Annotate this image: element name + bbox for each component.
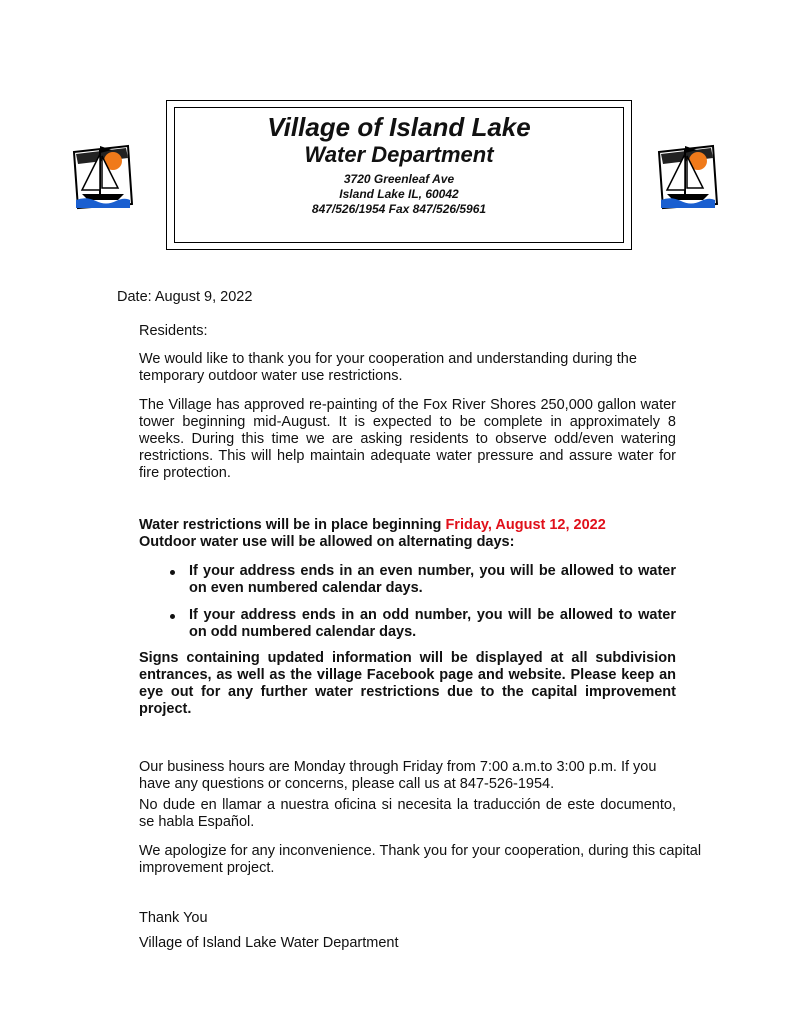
sailboat-sun-logo-icon: [68, 142, 138, 212]
org-title: Village of Island Lake: [267, 112, 531, 142]
paragraph-hours: Our business hours are Monday through Friday from 7:00 a.m.to 3:00 p.m. If you have any questions or concerns, please call us at 847-526-1954.: [139, 759, 657, 792]
sailboat-sun-logo-icon: [653, 142, 723, 212]
restrictions-notice: [139, 517, 676, 551]
signature: Village of Island Lake Water Department: [139, 935, 399, 951]
address-line-1: 3720 Greenleaf Ave: [343, 172, 455, 186]
bullet-icon: [170, 570, 175, 575]
letterhead-box: [166, 100, 632, 250]
restrictions-line-1: [139, 517, 676, 534]
bullet-icon: [170, 614, 175, 619]
paragraph-apology: We apologize for any inconvenience. Thank you for your cooperation, during this capital improvement project.: [139, 843, 702, 876]
paragraph-signs: Signs containing updated information will be displayed at all subdivision entrances, as well as the village Facebook page and website. Please keep an eye out for any further water restrictions due to the capital improvement project.: [139, 650, 676, 717]
paragraph-thanks: We would like to thank you for your cooperation and understanding during the temporary outdoor water use restrictions.: [139, 351, 637, 384]
department-title: Water Department: [304, 142, 494, 167]
paragraph-tower: The Village has approved re-painting of the Fox River Shores 250,000 gallon water tower beginning mid-August. It is expected to be complete in approximately 8 weeks. During this time we are asking residents to observe odd/even watering restrictions. This will help maintain adequate water pressure and assure water for fire protection.: [139, 397, 676, 481]
bullet-text: If your address ends in an odd number, you will be allowed to water on odd numbered calendar days.: [189, 607, 676, 640]
letter-date: Date: August 9, 2022: [117, 289, 253, 305]
phone-fax: 847/526/1954 Fax 847/526/5961: [311, 202, 487, 216]
paragraph-spanish: No dude en llamar a nuestra oficina si necesita la traducción de este documento, se habla Español.: [139, 797, 676, 830]
bullet-text: If your address ends in an even number, you will be allowed to water on even numbered calendar days.: [189, 563, 676, 596]
restrictions-date: Friday, August 12, 2022: [445, 517, 606, 533]
restrictions-intro: Water restrictions will be in place beginning: [139, 517, 446, 533]
greeting: Residents:: [139, 323, 208, 339]
list-item: [139, 563, 676, 597]
restriction-list: [139, 563, 676, 651]
closing: Thank You: [139, 910, 208, 926]
letterhead-inner: [174, 107, 624, 243]
list-item: [139, 607, 676, 641]
restrictions-line-2: Outdoor water use will be allowed on alternating days:: [139, 534, 515, 550]
address-line-2: Island Lake IL, 60042: [339, 187, 459, 201]
